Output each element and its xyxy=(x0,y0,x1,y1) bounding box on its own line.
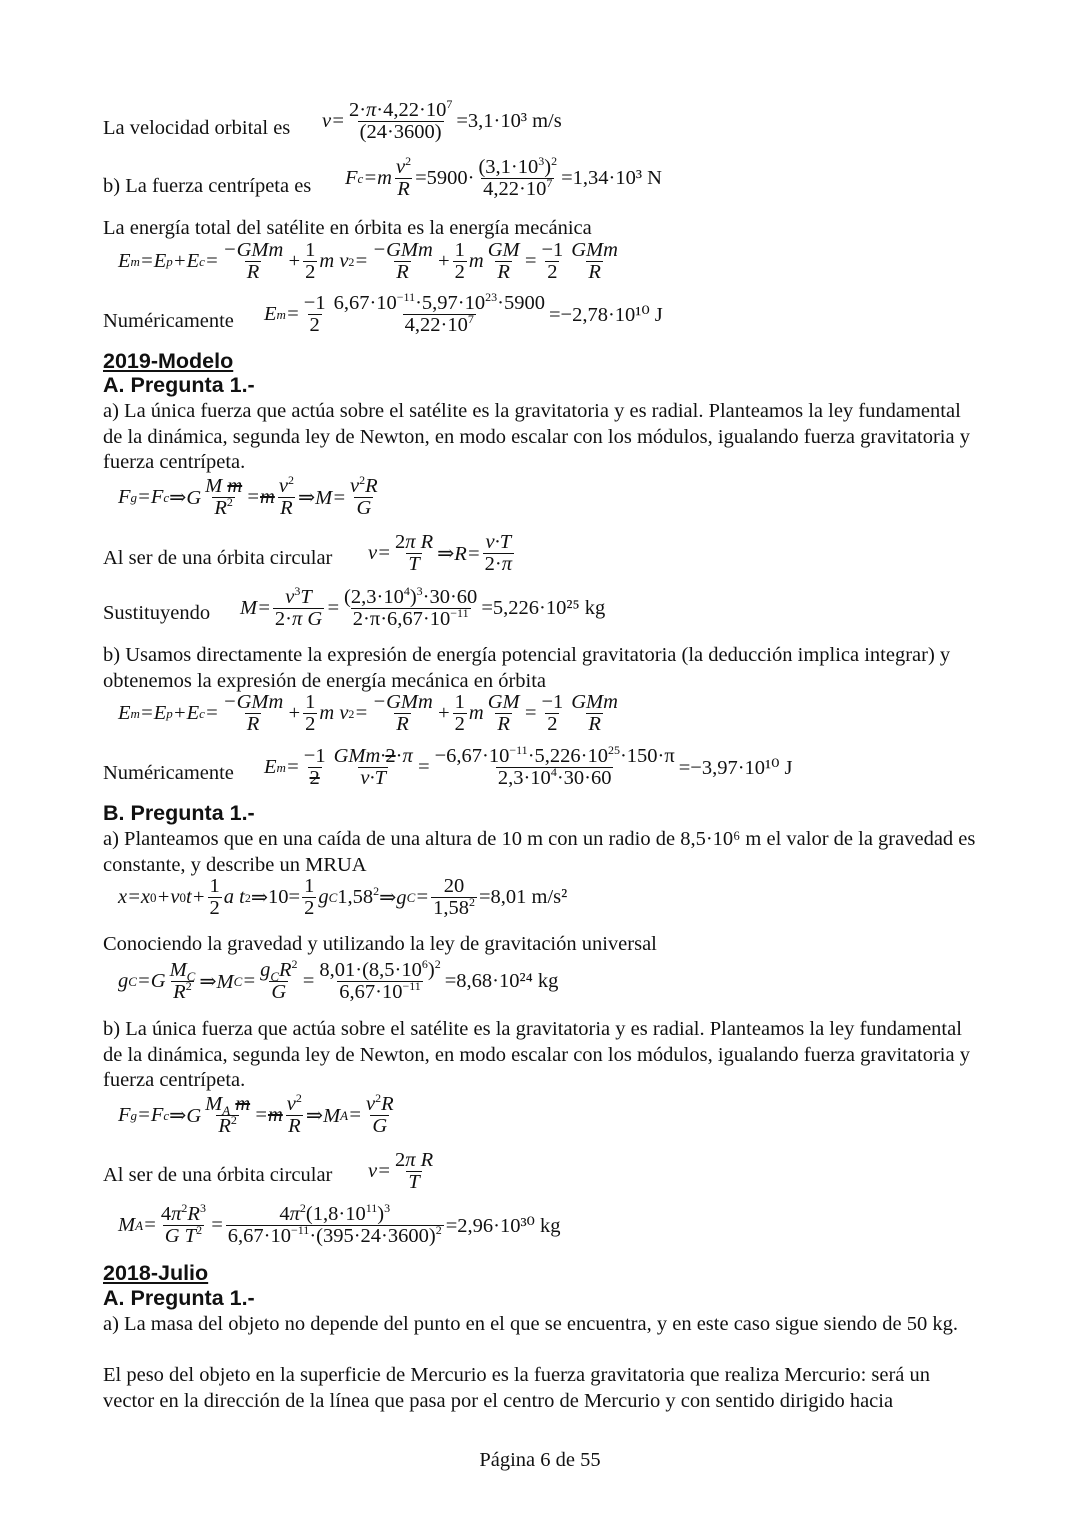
equation-circular-orbit-1: v= $\frac{\text{2π R}}{T}$ ⇒R= $\frac{v\cdot T}{2\cdot\pi}$ xyxy=(368,531,513,575)
paragraph-weight: El peso del objeto en la superficie de Mercurio es la fuerza gravitatoria que realiza Mercurio: será un vector en la dirección de la línea que pasa por el centro de Mercurio y con sentido dirigido hacia xyxy=(103,1364,931,1412)
circular-orbit-text-1: Al ser de una órbita circular xyxy=(103,547,333,569)
result-mass-a: =2,96·10³⁰ kg xyxy=(445,1215,561,1237)
equation-mechanical-energy-1: E m =E p +E c = $\frac{\text{−GMm}}{R}$ + $\frac{1}{2}$ m v 2 = $\frac{\text{−GMm}}{R}$ + $\frac{1}{2}$ m $\frac{GM}{R}$ = $\frac{-1}{2}$ $\frac{\text{GMm}}{R}$ xyxy=(118,239,618,283)
result-mass-1: =5,226·10²⁵ kg xyxy=(481,597,606,619)
paragraph-b-a: a) Planteamos que en una caída de una altura de 10 m con un radio de 8,5·10⁶ m el valor de la gravedad es constante, y describe un MRUA xyxy=(103,828,976,876)
total-energy-text: La energía total del satélite en órbita es la energía mecánica xyxy=(103,217,592,239)
paragraph-a1: a) La única fuerza que actúa sobre el satélite es la gravitatoria y es radial. Planteamos la ley fundamental de la dinámica, segunda ley de Newton, en modo escalar con los módulos, igualando fuerza gravitatoria y fuerza centrípeta. xyxy=(103,400,970,473)
question-heading-a1: A. Pregunta 1.- xyxy=(103,373,255,397)
result-orbital-speed: =3,1·10³ m/s xyxy=(456,110,562,132)
orbital-speed-text: La velocidad orbital es xyxy=(103,117,291,139)
result-centripetal-force: =1,34·10³ N xyxy=(561,167,662,189)
paragraph-b-b: b) La única fuerza que actúa sobre el satélite es la gravitatoria y es radial. Planteamos la ley fundamental de la dinámica, segunda ley de Newton, en modo escalar con los módulos, igualando fuerza gravitatoria y fuerza centrípeta. xyxy=(103,1018,970,1091)
equation-orbital-speed: v= $\frac{2\cdot\pi\cdot 4,22\cdot 10^7}{(24\cdot 3600)}$ =3,1·10³ m/s xyxy=(322,97,562,143)
section-heading-2018-julio: 2018-Julio xyxy=(103,1261,209,1285)
centripetal-force-text: b) La fuerza centrípeta es xyxy=(103,175,312,197)
equation-mass-c: g C =G $\frac{M_C}{R^2}$ ⇒M C = $\frac{g_CR^2}{G}$ = $\frac{8,01\cdot(8,5\cdot 10^6)^2}{6,67\cdot 10^{-11}}$ =8,68·10²⁴ kg xyxy=(118,957,559,1003)
equation-mass-1: M= $\frac{v^3T}{\text{2·π G}}$ = $\frac{(2,3\cdot 10^4)^3\cdot 30\cdot 60}{2\cdot\pi\cdot 6,67\cdot 10^{-11}}$ =5,226·10²⁵ kg xyxy=(240,584,606,630)
equation-centripetal-force: F c =m $\frac{v^2}{R}$ =5900· $\frac{(3,1\cdot 10^3)^2}{4,22\cdot 10^7}$ =1,34·10³ N xyxy=(345,154,662,200)
page-number-footer: Página 6 de 55 xyxy=(479,1449,601,1471)
paragraph-mass: a) La masa del objeto no depende del punto en el que se encuentra, y en este caso sigue siendo de 50 kg. xyxy=(103,1313,959,1335)
equation-gravity-centripetal-1: F g =F c ⇒G $\frac{\text{M m}}{R^2}$ = m $\frac{v^2}{R}$ ⇒M= $\frac{v^2R}{G}$ xyxy=(118,473,378,519)
equation-circular-orbit-2: v= $\frac{\text{2π R}}{T}$ xyxy=(368,1149,434,1193)
knowing-gravity-text: Conociendo la gravedad y utilizando la ley de gravitación universal xyxy=(103,933,657,955)
equation-mechanical-energy-2: E m =E p +E c = $\frac{\text{−GMm}}{R}$ + $\frac{1}{2}$ m v 2 = $\frac{\text{−GMm}}{R}$ + $\frac{1}{2}$ m $\frac{GM}{R}$ = $\frac{-1}{2}$ $\frac{\text{GMm}}{R}$ xyxy=(118,691,618,735)
question-heading-b1: B. Pregunta 1.- xyxy=(103,801,255,825)
equation-mrua: x=x 0 +v 0 t+ $\frac{1}{2}$ a t 2 ⇒ 10= $\frac{1}{2}$ g C 1,58$^2$ ⇒g C = $\frac{20}{1,58^2}$ =8,01 m/s² xyxy=(118,875,568,919)
result-gravity: =8,01 m/s² xyxy=(478,886,568,908)
equation-mass-a: M A = $\frac{4\pi^2R^3}{G T^2}$ = $\frac{4\pi^2(1,8\cdot 10^{11})^3}{6,67\cdot 10^{-11}\cdot(395\cdot 24\cdot 3600)^2}$ =2,96·10³⁰ kg xyxy=(118,1201,561,1247)
result-mass-c: =8,68·10²⁴ kg xyxy=(444,970,559,992)
equation-energy-numeric-2: E m = $\frac{-1}{2}$ $\frac{\text{GMm·2·π}}{v\cdot T}$ = $\frac{-6,67\cdot 10^{-11}\cdot 5,226\cdot 10^{25}\cdot 150\cdot\pi}{2,3\cdot 10^4\cdot 30\cdot 60}$ =−3,97·10¹⁰ J xyxy=(264,743,793,789)
paragraph-b1: b) Usamos directamente la expresión de energía potencial gravitatoria (la deducción implica integrar) y obtenemos la expresión de energía mecánica en órbita xyxy=(103,644,951,692)
result-energy-1: =−2,78·10¹⁰ J xyxy=(548,304,663,326)
section-heading-2019-modelo: 2019-Modelo xyxy=(103,349,234,373)
equation-energy-numeric-1: E m = $\frac{-1}{2}$ $\frac{6,67\cdot 10^{-11}\cdot 5,97\cdot 10^{23}\cdot 5900}{4,22\cdot 10^7}$ =−2,78·10¹⁰ J xyxy=(264,290,663,336)
substituting-text: Sustituyendo xyxy=(103,602,211,624)
numerically-text-1: Numéricamente xyxy=(103,310,234,332)
question-heading-a1-2018: A. Pregunta 1.- xyxy=(103,1286,255,1310)
result-energy-2: =−3,97·10¹⁰ J xyxy=(678,757,793,779)
numerically-text-2: Numéricamente xyxy=(103,762,234,784)
circular-orbit-text-2: Al ser de una órbita circular xyxy=(103,1164,333,1186)
equation-gravity-centripetal-2: F g =F c ⇒G $\frac{M_A m}{R^2}$ = m $\frac{v^2}{R}$ ⇒M A = $\frac{v^2R}{G}$ xyxy=(118,1091,394,1137)
